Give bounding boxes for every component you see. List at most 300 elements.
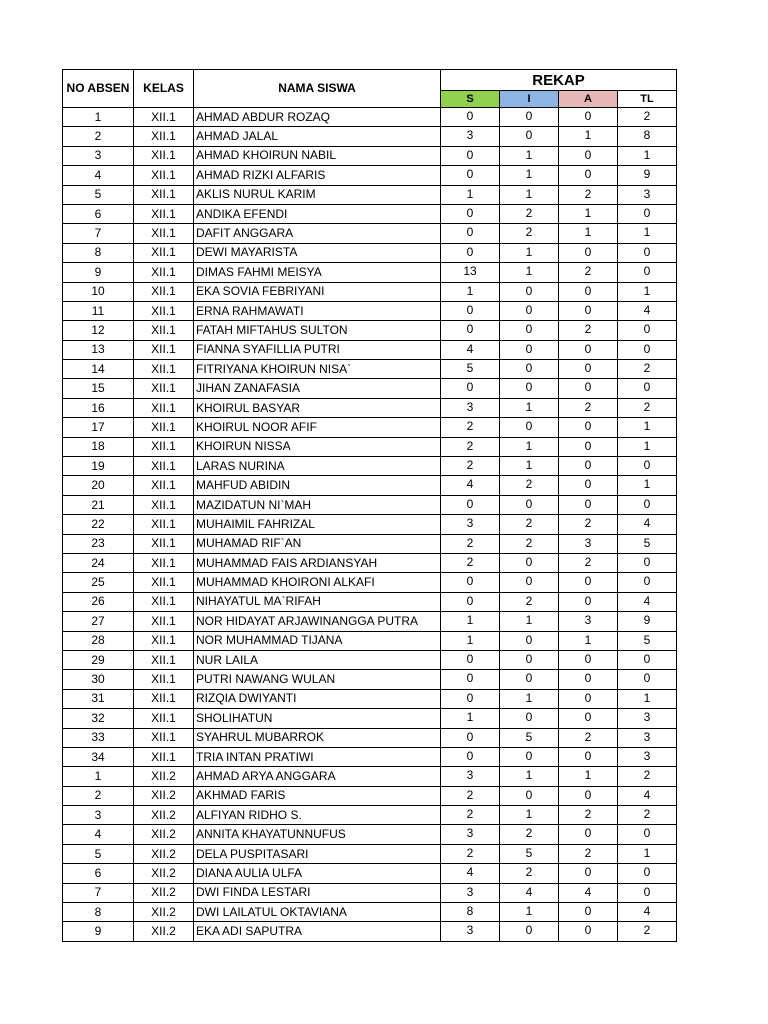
cell-kelas: XII.1 (134, 457, 194, 476)
cell-tl: 0 (618, 340, 677, 359)
cell-kelas: XII.2 (134, 786, 194, 805)
cell-kelas: XII.1 (134, 476, 194, 495)
cell-a: 0 (559, 786, 618, 805)
cell-kelas: XII.2 (134, 864, 194, 883)
cell-i: 1 (500, 243, 559, 262)
cell-i: 0 (500, 553, 559, 572)
cell-no-absen: 11 (63, 301, 134, 320)
cell-no-absen: 9 (63, 263, 134, 282)
table-body (63, 108, 677, 942)
cell-tl: 4 (618, 515, 677, 534)
cell-tl: 1 (618, 844, 677, 863)
cell-a: 0 (559, 282, 618, 301)
cell-i: 0 (500, 709, 559, 728)
cell-nama-siswa: DAFIT ANGGARA (194, 224, 441, 243)
cell-kelas: XII.1 (134, 398, 194, 417)
cell-nama-siswa: ERNA RAHMAWATI (194, 301, 441, 320)
cell-tl: 1 (618, 224, 677, 243)
cell-nama-siswa: MAHFUD ABIDIN (194, 476, 441, 495)
cell-no-absen: 22 (63, 515, 134, 534)
cell-s: 0 (441, 670, 500, 689)
cell-i: 0 (500, 321, 559, 340)
cell-i: 1 (500, 903, 559, 922)
cell-no-absen: 15 (63, 379, 134, 398)
cell-a: 0 (559, 418, 618, 437)
cell-a: 2 (559, 728, 618, 747)
cell-no-absen: 5 (63, 844, 134, 863)
cell-nama-siswa: PUTRI NAWANG WULAN (194, 670, 441, 689)
table-row (63, 747, 677, 766)
cell-nama-siswa: NOR HIDAYAT ARJAWINANGGA PUTRA (194, 612, 441, 631)
cell-kelas: XII.1 (134, 108, 194, 127)
cell-s: 3 (441, 825, 500, 844)
table-row (63, 709, 677, 728)
cell-a: 2 (559, 806, 618, 825)
table-row (63, 767, 677, 786)
cell-no-absen: 10 (63, 282, 134, 301)
cell-s: 3 (441, 127, 500, 146)
cell-a: 2 (559, 553, 618, 572)
cell-kelas: XII.1 (134, 379, 194, 398)
cell-a: 1 (559, 631, 618, 650)
cell-a: 0 (559, 379, 618, 398)
cell-a: 2 (559, 263, 618, 282)
cell-kelas: XII.1 (134, 437, 194, 456)
cell-s: 0 (441, 573, 500, 592)
cell-no-absen: 19 (63, 457, 134, 476)
cell-a: 0 (559, 825, 618, 844)
cell-s: 1 (441, 631, 500, 650)
table-row (63, 166, 677, 185)
cell-i: 0 (500, 127, 559, 146)
header-tl: TL (618, 91, 677, 108)
cell-nama-siswa: ANDIKA EFENDI (194, 204, 441, 223)
cell-nama-siswa: SHOLIHATUN (194, 709, 441, 728)
cell-s: 0 (441, 166, 500, 185)
cell-s: 3 (441, 398, 500, 417)
cell-tl: 3 (618, 709, 677, 728)
cell-no-absen: 1 (63, 108, 134, 127)
table-row (63, 185, 677, 204)
cell-kelas: XII.1 (134, 263, 194, 282)
cell-kelas: XII.1 (134, 166, 194, 185)
cell-tl: 0 (618, 457, 677, 476)
cell-tl: 2 (618, 922, 677, 941)
table-row (63, 263, 677, 282)
cell-a: 0 (559, 864, 618, 883)
cell-tl: 9 (618, 166, 677, 185)
cell-i: 5 (500, 728, 559, 747)
cell-s: 0 (441, 379, 500, 398)
cell-tl: 0 (618, 263, 677, 282)
cell-tl: 3 (618, 747, 677, 766)
cell-nama-siswa: DWI FINDA LESTARI (194, 883, 441, 902)
cell-tl: 4 (618, 301, 677, 320)
table-row (63, 243, 677, 262)
cell-s: 3 (441, 883, 500, 902)
cell-no-absen: 29 (63, 650, 134, 669)
cell-i: 1 (500, 457, 559, 476)
cell-kelas: XII.1 (134, 127, 194, 146)
cell-tl: 0 (618, 321, 677, 340)
cell-no-absen: 2 (63, 127, 134, 146)
cell-tl: 2 (618, 767, 677, 786)
table-row (63, 864, 677, 883)
cell-s: 0 (441, 108, 500, 127)
cell-kelas: XII.1 (134, 224, 194, 243)
cell-i: 1 (500, 612, 559, 631)
cell-i: 0 (500, 670, 559, 689)
cell-a: 0 (559, 747, 618, 766)
cell-a: 2 (559, 321, 618, 340)
table-row (63, 457, 677, 476)
cell-no-absen: 34 (63, 747, 134, 766)
cell-s: 0 (441, 650, 500, 669)
table-row (63, 534, 677, 553)
cell-i: 0 (500, 340, 559, 359)
cell-a: 0 (559, 709, 618, 728)
cell-a: 0 (559, 573, 618, 592)
cell-a: 0 (559, 903, 618, 922)
cell-tl: 0 (618, 495, 677, 514)
cell-nama-siswa: LARAS NURINA (194, 457, 441, 476)
cell-s: 8 (441, 903, 500, 922)
table-row (63, 844, 677, 863)
cell-tl: 1 (618, 146, 677, 165)
header-rekap: REKAP (441, 70, 677, 91)
table-row (63, 592, 677, 611)
table-row (63, 398, 677, 417)
table-row (63, 825, 677, 844)
cell-tl: 1 (618, 282, 677, 301)
cell-s: 2 (441, 457, 500, 476)
cell-no-absen: 14 (63, 360, 134, 379)
cell-tl: 1 (618, 689, 677, 708)
cell-no-absen: 33 (63, 728, 134, 747)
cell-i: 1 (500, 437, 559, 456)
cell-a: 0 (559, 360, 618, 379)
cell-i: 0 (500, 418, 559, 437)
table-row (63, 922, 677, 941)
cell-no-absen: 2 (63, 786, 134, 805)
cell-tl: 5 (618, 534, 677, 553)
cell-tl: 4 (618, 592, 677, 611)
cell-s: 2 (441, 437, 500, 456)
cell-kelas: XII.1 (134, 747, 194, 766)
table-row (63, 301, 677, 320)
table-row (63, 108, 677, 127)
cell-nama-siswa: FITRIYANA KHOIRUN NISA` (194, 360, 441, 379)
cell-nama-siswa: DELA PUSPITASARI (194, 844, 441, 863)
cell-kelas: XII.1 (134, 650, 194, 669)
cell-i: 1 (500, 767, 559, 786)
cell-s: 0 (441, 747, 500, 766)
cell-nama-siswa: KHOIRUN NISSA (194, 437, 441, 456)
cell-nama-siswa: AKHMAD FARIS (194, 786, 441, 805)
table-row (63, 883, 677, 902)
cell-s: 3 (441, 767, 500, 786)
cell-s: 13 (441, 263, 500, 282)
cell-no-absen: 8 (63, 903, 134, 922)
table-row (63, 650, 677, 669)
cell-nama-siswa: ANNITA KHAYATUNNUFUS (194, 825, 441, 844)
cell-s: 0 (441, 689, 500, 708)
table-row (63, 437, 677, 456)
cell-no-absen: 31 (63, 689, 134, 708)
cell-kelas: XII.1 (134, 321, 194, 340)
cell-i: 1 (500, 185, 559, 204)
cell-nama-siswa: NOR MUHAMMAD TIJANA (194, 631, 441, 650)
cell-i: 2 (500, 592, 559, 611)
cell-i: 0 (500, 379, 559, 398)
cell-tl: 0 (618, 573, 677, 592)
cell-no-absen: 16 (63, 398, 134, 417)
cell-kelas: XII.1 (134, 185, 194, 204)
cell-kelas: XII.1 (134, 301, 194, 320)
table-row (63, 340, 677, 359)
cell-s: 2 (441, 553, 500, 572)
cell-a: 3 (559, 534, 618, 553)
cell-kelas: XII.2 (134, 825, 194, 844)
cell-nama-siswa: KHOIRUL BASYAR (194, 398, 441, 417)
header-s: S (441, 91, 500, 108)
cell-i: 1 (500, 689, 559, 708)
cell-i: 0 (500, 108, 559, 127)
cell-a: 0 (559, 457, 618, 476)
cell-a: 2 (559, 515, 618, 534)
cell-kelas: XII.1 (134, 534, 194, 553)
table-row (63, 903, 677, 922)
table-row (63, 573, 677, 592)
cell-tl: 4 (618, 786, 677, 805)
cell-i: 2 (500, 476, 559, 495)
cell-no-absen: 3 (63, 146, 134, 165)
cell-no-absen: 32 (63, 709, 134, 728)
cell-a: 0 (559, 243, 618, 262)
table-row (63, 553, 677, 572)
cell-i: 0 (500, 631, 559, 650)
cell-a: 0 (559, 495, 618, 514)
cell-no-absen: 26 (63, 592, 134, 611)
cell-s: 2 (441, 418, 500, 437)
cell-nama-siswa: DEWI MAYARISTA (194, 243, 441, 262)
cell-tl: 2 (618, 806, 677, 825)
cell-no-absen: 30 (63, 670, 134, 689)
table-row (63, 379, 677, 398)
cell-no-absen: 12 (63, 321, 134, 340)
cell-no-absen: 6 (63, 204, 134, 223)
cell-no-absen: 5 (63, 185, 134, 204)
cell-no-absen: 9 (63, 922, 134, 941)
cell-s: 2 (441, 534, 500, 553)
header-a: A (559, 91, 618, 108)
cell-nama-siswa: MUHAMMAD KHOIRONI ALKAFI (194, 573, 441, 592)
cell-kelas: XII.1 (134, 204, 194, 223)
cell-s: 0 (441, 592, 500, 611)
cell-s: 0 (441, 321, 500, 340)
cell-tl: 0 (618, 825, 677, 844)
cell-nama-siswa: RIZQIA DWIYANTI (194, 689, 441, 708)
cell-tl: 0 (618, 204, 677, 223)
cell-kelas: XII.2 (134, 806, 194, 825)
cell-kelas: XII.1 (134, 418, 194, 437)
cell-no-absen: 4 (63, 825, 134, 844)
cell-a: 0 (559, 146, 618, 165)
cell-nama-siswa: MAZIDATUN NI`MAH (194, 495, 441, 514)
cell-i: 0 (500, 573, 559, 592)
cell-nama-siswa: TRIA INTAN PRATIWI (194, 747, 441, 766)
cell-s: 1 (441, 282, 500, 301)
cell-nama-siswa: DIANA AULIA ULFA (194, 864, 441, 883)
cell-s: 4 (441, 864, 500, 883)
table-row (63, 282, 677, 301)
cell-kelas: XII.2 (134, 883, 194, 902)
cell-kelas: XII.1 (134, 243, 194, 262)
header-i: I (500, 91, 559, 108)
cell-i: 2 (500, 224, 559, 243)
cell-i: 1 (500, 166, 559, 185)
table-row (63, 224, 677, 243)
cell-a: 2 (559, 398, 618, 417)
cell-no-absen: 24 (63, 553, 134, 572)
cell-nama-siswa: NUR LAILA (194, 650, 441, 669)
cell-kelas: XII.2 (134, 767, 194, 786)
cell-s: 4 (441, 340, 500, 359)
cell-nama-siswa: AHMAD RIZKI ALFARIS (194, 166, 441, 185)
cell-kelas: XII.1 (134, 495, 194, 514)
cell-s: 0 (441, 204, 500, 223)
cell-tl: 8 (618, 127, 677, 146)
cell-no-absen: 18 (63, 437, 134, 456)
cell-kelas: XII.1 (134, 340, 194, 359)
cell-i: 0 (500, 301, 559, 320)
cell-tl: 0 (618, 883, 677, 902)
cell-i: 0 (500, 786, 559, 805)
cell-i: 2 (500, 534, 559, 553)
cell-s: 1 (441, 612, 500, 631)
cell-s: 4 (441, 476, 500, 495)
cell-s: 0 (441, 301, 500, 320)
cell-nama-siswa: DIMAS FAHMI MEISYA (194, 263, 441, 282)
cell-a: 0 (559, 650, 618, 669)
cell-tl: 0 (618, 379, 677, 398)
cell-s: 0 (441, 495, 500, 514)
cell-i: 0 (500, 650, 559, 669)
cell-i: 0 (500, 922, 559, 941)
cell-nama-siswa: AHMAD ARYA ANGGARA (194, 767, 441, 786)
cell-tl: 5 (618, 631, 677, 650)
cell-no-absen: 27 (63, 612, 134, 631)
cell-nama-siswa: ALFIYAN RIDHO S. (194, 806, 441, 825)
cell-nama-siswa: AHMAD KHOIRUN NABIL (194, 146, 441, 165)
cell-nama-siswa: EKA SOVIA FEBRIYANI (194, 282, 441, 301)
cell-a: 4 (559, 883, 618, 902)
cell-s: 0 (441, 224, 500, 243)
cell-a: 0 (559, 301, 618, 320)
cell-kelas: XII.1 (134, 515, 194, 534)
cell-nama-siswa: AKLIS NURUL KARIM (194, 185, 441, 204)
cell-tl: 2 (618, 108, 677, 127)
cell-kelas: XII.1 (134, 553, 194, 572)
cell-no-absen: 7 (63, 883, 134, 902)
cell-tl: 9 (618, 612, 677, 631)
cell-a: 0 (559, 108, 618, 127)
cell-no-absen: 6 (63, 864, 134, 883)
table-row (63, 321, 677, 340)
cell-s: 2 (441, 786, 500, 805)
cell-kelas: XII.1 (134, 631, 194, 650)
cell-kelas: XII.2 (134, 844, 194, 863)
cell-kelas: XII.1 (134, 670, 194, 689)
cell-nama-siswa: MUHAMMAD FAIS ARDIANSYAH (194, 553, 441, 572)
table-row (63, 631, 677, 650)
table-row (63, 418, 677, 437)
cell-nama-siswa: KHOIRUL NOOR AFIF (194, 418, 441, 437)
cell-tl: 0 (618, 864, 677, 883)
cell-tl: 2 (618, 398, 677, 417)
cell-tl: 0 (618, 243, 677, 262)
cell-no-absen: 3 (63, 806, 134, 825)
table-row (63, 476, 677, 495)
cell-no-absen: 21 (63, 495, 134, 514)
cell-kelas: XII.1 (134, 360, 194, 379)
cell-tl: 3 (618, 185, 677, 204)
table-row (63, 689, 677, 708)
cell-tl: 3 (618, 728, 677, 747)
header-kelas: KELAS (134, 70, 194, 108)
cell-no-absen: 1 (63, 767, 134, 786)
cell-kelas: XII.1 (134, 573, 194, 592)
cell-tl: 1 (618, 476, 677, 495)
cell-i: 2 (500, 825, 559, 844)
table-row (63, 515, 677, 534)
cell-tl: 2 (618, 360, 677, 379)
cell-kelas: XII.1 (134, 689, 194, 708)
cell-a: 1 (559, 204, 618, 223)
cell-tl: 0 (618, 650, 677, 669)
cell-s: 5 (441, 360, 500, 379)
cell-no-absen: 17 (63, 418, 134, 437)
table-row (63, 786, 677, 805)
table-row (63, 612, 677, 631)
table-row (63, 728, 677, 747)
cell-i: 0 (500, 282, 559, 301)
cell-i: 0 (500, 360, 559, 379)
cell-no-absen: 23 (63, 534, 134, 553)
table-row (63, 146, 677, 165)
cell-tl: 1 (618, 418, 677, 437)
cell-no-absen: 28 (63, 631, 134, 650)
table-row (63, 670, 677, 689)
cell-i: 5 (500, 844, 559, 863)
cell-kelas: XII.1 (134, 709, 194, 728)
cell-kelas: XII.2 (134, 922, 194, 941)
cell-a: 1 (559, 127, 618, 146)
cell-i: 0 (500, 747, 559, 766)
cell-kelas: XII.1 (134, 728, 194, 747)
cell-s: 0 (441, 146, 500, 165)
cell-s: 2 (441, 844, 500, 863)
cell-s: 1 (441, 709, 500, 728)
cell-i: 0 (500, 495, 559, 514)
cell-a: 0 (559, 922, 618, 941)
cell-a: 0 (559, 476, 618, 495)
cell-a: 0 (559, 437, 618, 456)
cell-no-absen: 25 (63, 573, 134, 592)
table-row (63, 127, 677, 146)
cell-i: 2 (500, 864, 559, 883)
cell-a: 3 (559, 612, 618, 631)
